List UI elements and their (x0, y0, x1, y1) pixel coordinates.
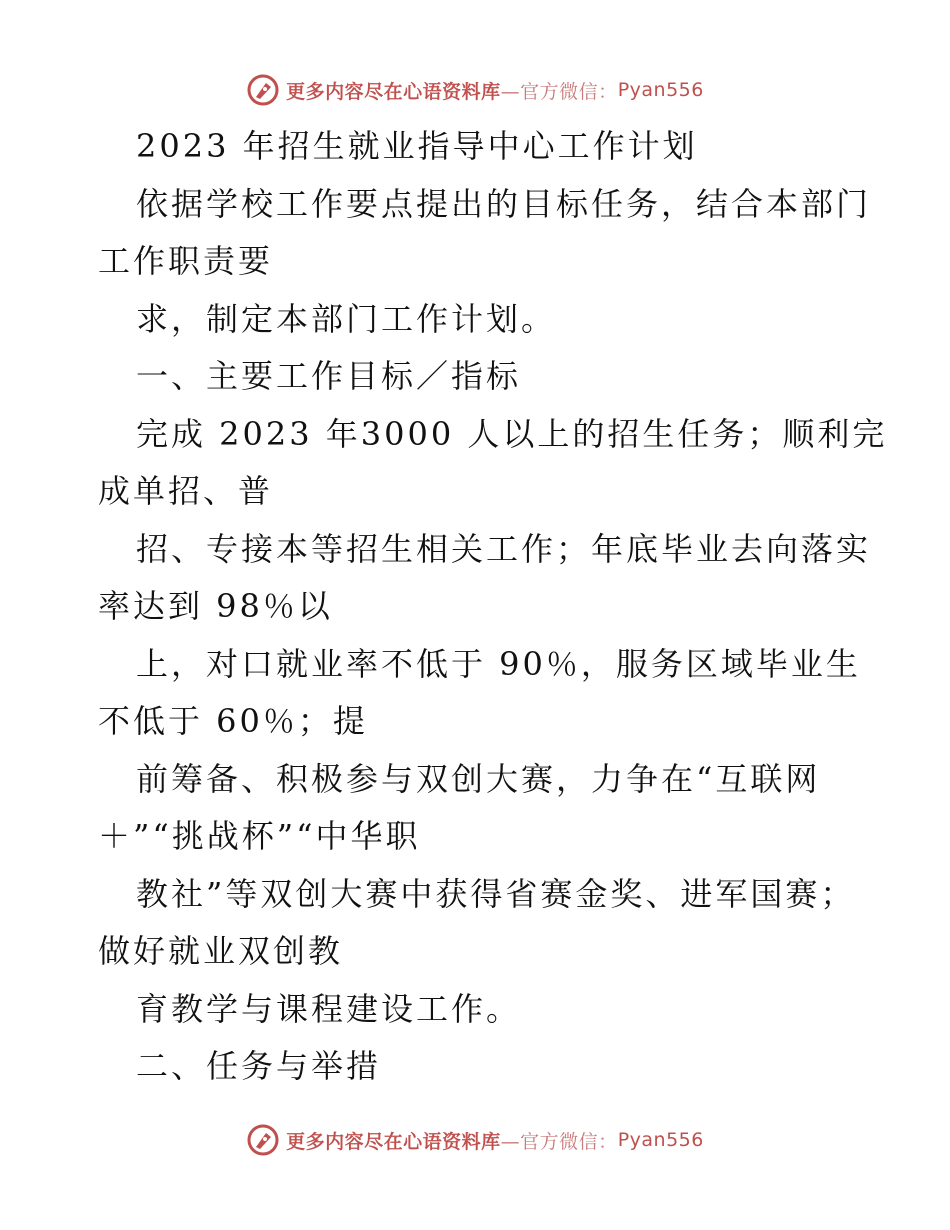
doc-line: 招、专接本等招生相关工作；年底毕业去向落实 (136, 529, 872, 568)
watermark-prefix: 更多内容尽在心语资料库 (286, 1130, 501, 1153)
watermark-suffix: —官方微信： (500, 80, 618, 103)
document-body (98, 118, 888, 1096)
doc-line: 做好就业双创教 (98, 932, 344, 970)
doc-line: 二、任务与举措 (136, 1047, 382, 1085)
doc-line: 工作职责要 (98, 242, 274, 280)
doc-line: 成单招、普 (98, 472, 274, 510)
doc-line: 育教学与课程建设工作。 (136, 989, 522, 1028)
doc-line: 不低于 60％；提 (98, 702, 368, 740)
doc-line: 率达到 98％以 (98, 587, 333, 625)
watermark-wechat-id: Pyan556 (617, 1129, 704, 1151)
doc-line: 教社”等双创大赛中获得省赛金奖、进军国赛； (136, 874, 856, 913)
watermark-prefix: 更多内容尽在心语资料库 (286, 80, 501, 103)
doc-line: 求，制定本部门工作计划。 (136, 299, 557, 338)
watermark-header (0, 70, 950, 110)
doc-line: 依据学校工作要点提出的目标任务，结合本部门 (136, 184, 872, 223)
doc-line: 上，对口就业率不低于 90％，服务区域毕业生 (136, 644, 861, 683)
doc-line: 完成 2023 年3000 人以上的招生任务；顺利完 (136, 414, 888, 453)
watermark-suffix: —官方微信： (500, 1130, 618, 1153)
doc-line: 2023 年招生就业指导中心工作计划 (136, 127, 698, 165)
watermark-footer (0, 1120, 950, 1160)
doc-line: ＋”“挑战杯”“中华职 (98, 817, 421, 855)
pen-nib-logo-icon (246, 73, 280, 107)
watermark-wechat-id: Pyan556 (617, 79, 704, 101)
doc-line: 前筹备、积极参与双创大赛，力争在“互联网 (136, 759, 821, 798)
doc-line: 一、主要工作目标／指标 (136, 357, 522, 395)
pen-nib-logo-icon (246, 1123, 280, 1157)
